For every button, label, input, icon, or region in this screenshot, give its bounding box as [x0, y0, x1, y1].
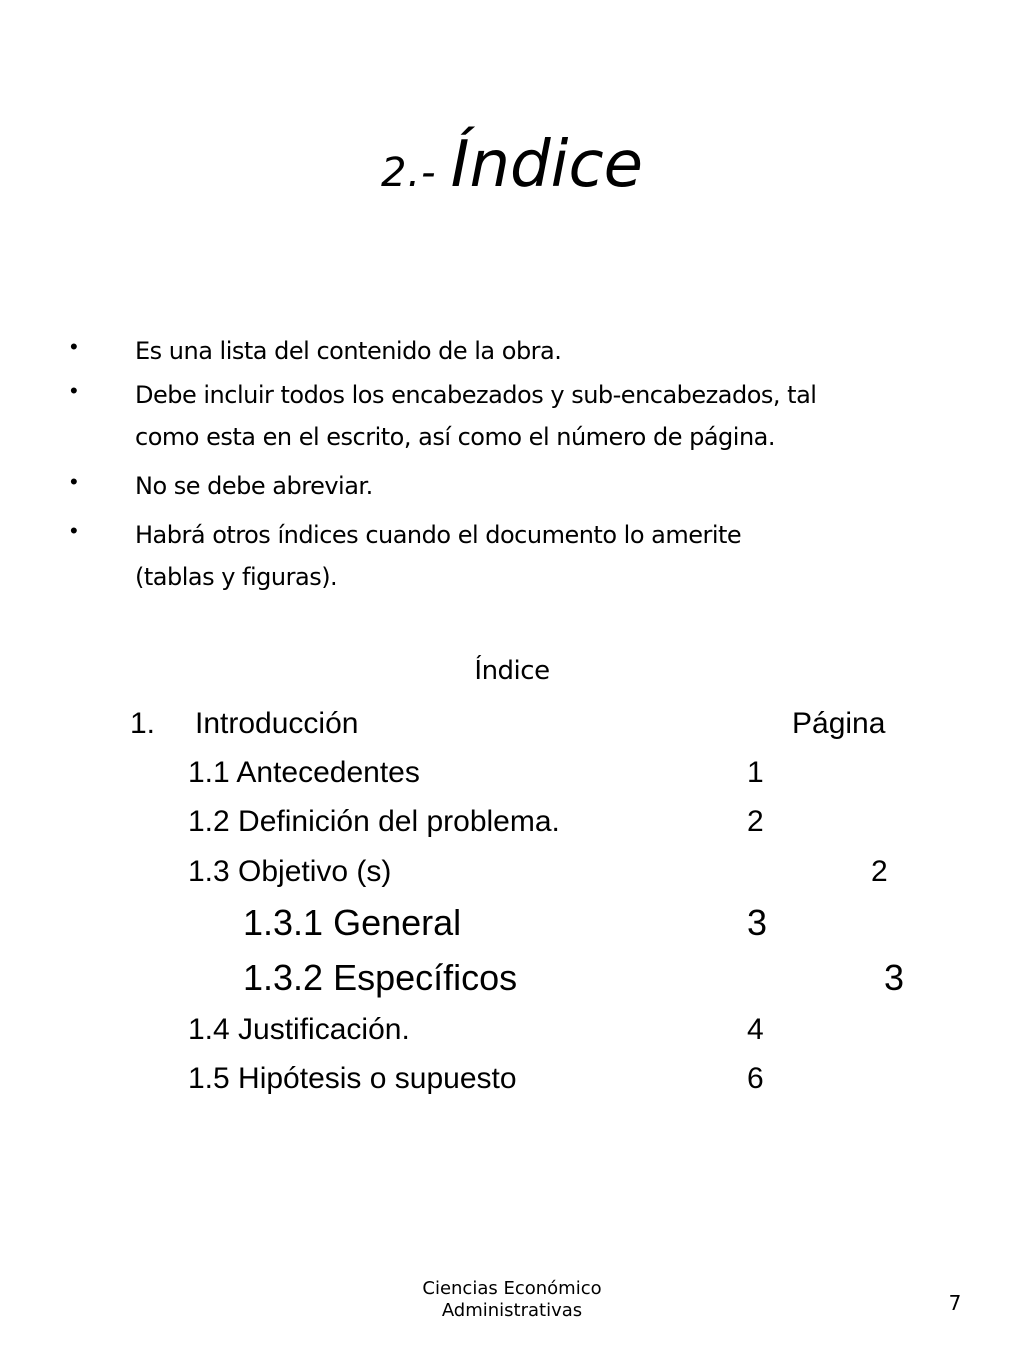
bullet-text: [135, 514, 965, 598]
toc-entry-label: 1.3 Objetivo (s): [188, 855, 392, 888]
toc-entry-label: 1.5 Hipótesis o supuesto: [188, 1062, 517, 1095]
bullet-text: [135, 330, 965, 372]
toc-entry-label: 1.3.1 General: [243, 902, 462, 943]
toc-entry-page: 3: [884, 957, 905, 998]
bullet-marker: •: [70, 334, 78, 359]
slide-title: [0, 128, 1024, 202]
toc-first-number: 1.: [130, 707, 156, 740]
bullet-line: No se debe abreviar.: [135, 472, 373, 500]
footer-line: Ciencias Económico: [422, 1278, 602, 1299]
toc-entry-label: 1.2 Definición del problema.: [188, 805, 560, 838]
toc-entry-page: 4: [747, 1013, 764, 1046]
bullet-marker: •: [70, 378, 78, 403]
toc-entry-page: 2: [747, 805, 764, 838]
toc-entry-label: 1.3.2 Específicos: [243, 957, 518, 998]
title-number: 2.-: [380, 150, 437, 196]
toc-entry-page: 1: [747, 756, 764, 789]
footer-line: Administrativas: [441, 1300, 583, 1321]
bullet-line: como esta en el escrito, así como el número de página.: [135, 423, 775, 451]
footer-text: [362, 1278, 662, 1322]
bullet-marker: •: [70, 518, 78, 543]
bullet-line: (tablas y figuras).: [135, 563, 338, 591]
toc-entry-page: 6: [747, 1062, 764, 1095]
toc-heading: Índice: [474, 656, 550, 686]
bullet-line: Habrá otros índices cuando el documento lo amerite: [135, 521, 742, 549]
toc-entry-page: 2: [871, 855, 888, 888]
toc-page-header: Página: [792, 707, 886, 740]
bullet-text: [135, 465, 965, 507]
page-number: 7: [948, 1291, 962, 1315]
bullet-text: [135, 374, 965, 458]
bullet-line: Es una lista del contenido de la obra.: [135, 337, 562, 365]
title-word: Índice: [450, 128, 643, 202]
toc-entry-label: 1.1 Antecedentes: [188, 756, 420, 789]
bullet-marker: •: [70, 469, 78, 494]
toc-entry-page: 3: [747, 902, 768, 943]
bullet-line: Debe incluir todos los encabezados y sub-encabezados, tal: [135, 381, 817, 409]
toc-entry-label: 1.4 Justificación.: [188, 1013, 410, 1046]
toc-first-label: Introducción: [195, 707, 359, 740]
